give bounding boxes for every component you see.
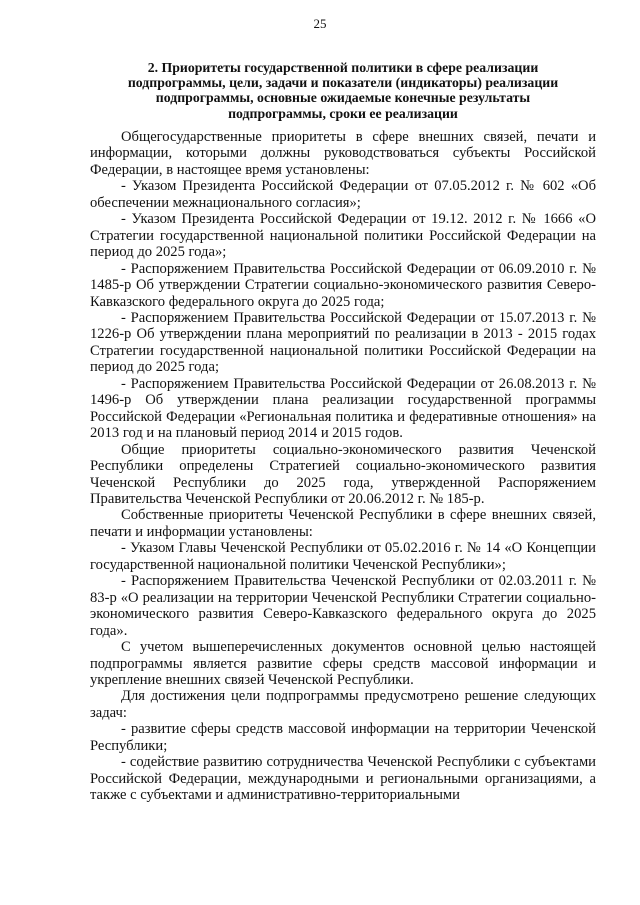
page-number: 25 (313, 16, 327, 31)
paragraph: С учетом вышеперечисленных документов основной целью настоящей подпрограммы является развитие сферы средств массовой информации и укрепление внешних связей Чеченской Республики. (90, 639, 596, 688)
paragraph: Для достижения цели подпрограммы предусмотрено решение следующих задач: (90, 688, 596, 721)
list-item: - Распоряжением Правительства Чеченской Республики от 02.03.2011 г. № 83-р «О реализации на территории Чеченской Республики Стратегии социально-экономического развития Северо-Кавказского федерального округа до 2025 года». (90, 573, 596, 639)
paragraph: Общие приоритеты социально-экономического развития Чеченской Республики определены Стратегией социально-экономического развития Чеченской Республики до 2025 года, утвержденной Распоряжением Правительства Чеченской Республики от 20.06.2012 г. № 185-р. (90, 441, 596, 507)
paragraph: Собственные приоритеты Чеченской Республики в сфере внешних связей, печати и информации установлены: (90, 507, 596, 540)
heading-line: подпрограммы, основные ожидаемые конечные результаты (155, 90, 531, 106)
list-item: - развитие сферы средств массовой информации на территории Чеченской Республики; (90, 721, 596, 754)
list-item: - Распоряжением Правительства Российской Федерации от 26.08.2013 г. № 1496-р Об утверждении плана реализации государственной программы Российской Федерации «Региональная политика и федеративные отношения» на 2013 год и на плановый период 2014 и 2015 годов. (90, 375, 596, 442)
heading-line: 2. Приоритеты государственной политики в сфере реализации (147, 60, 539, 75)
list-item: - Указом Президента Российской Федерации от 07.05.2012 г. № 602 «Об обеспечении межнационального согласия»; (90, 178, 596, 211)
paragraph: Общегосударственные приоритеты в сфере внешних связей, печати и информации, которыми должны руководствоваться субъекты Российской Федерации, в настоящее время установлены: (90, 129, 596, 178)
heading-line: подпрограммы, сроки ее реализации (228, 105, 458, 121)
heading-line: подпрограммы, цели, задачи и показатели (индикаторы) реализации (127, 75, 559, 91)
list-item: - Указом Главы Чеченской Республики от 05.02.2016 г. № 14 «О Концепции государственной национальной политики Чеченской Республики»; (90, 540, 596, 573)
list-item: - содействие развитию сотрудничества Чеченской Республики с субъектами Российской Федерации, международными и региональными организациями, а также с субъектами и административно-территориальными (90, 754, 596, 804)
list-item: - Указом Президента Российской Федерации от 19.12. 2012 г. № 1666 «О Стратегии государственной национальной политики Российской Федерации на период до 2025 года»; (90, 211, 596, 261)
list-item: - Распоряжением Правительства Российской Федерации от 06.09.2010 г. № 1485-р Об утверждении Стратегии социально-экономического развития Северо-Кавказского федерального округа до 2025 года; (90, 260, 596, 310)
section-heading (90, 60, 596, 121)
body-text (90, 129, 596, 804)
list-item: - Распоряжением Правительства Российской Федерации от 15.07.2013 г. № 1226-р Об утверждении плана мероприятий по реализации в 2013 - 2015 годах Стратегии государственной национальной политики Российской Федерации на период до 2025 года; (90, 309, 596, 376)
